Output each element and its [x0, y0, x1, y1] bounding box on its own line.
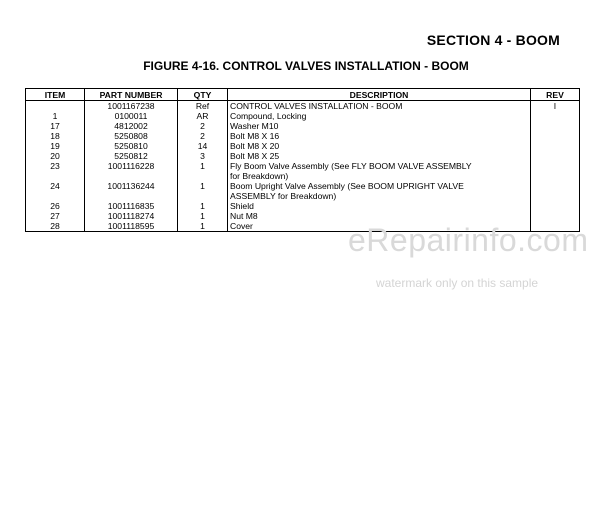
cell-item: 27	[26, 211, 85, 221]
description-line-2: ASSEMBLY for Breakdown)	[230, 191, 337, 201]
table-row	[26, 211, 580, 221]
cell-description	[228, 161, 531, 181]
cell-description: Bolt M8 X 20	[228, 141, 531, 151]
cell-part-number: 5250812	[85, 151, 178, 161]
table-row	[26, 131, 580, 141]
cell-item: 24	[26, 181, 85, 201]
table-header-row	[26, 89, 580, 101]
cell-item: 20	[26, 151, 85, 161]
table-row	[26, 151, 580, 161]
cell-description: Bolt M8 X 16	[228, 131, 531, 141]
description-line-1: Fly Boom Valve Assembly (See FLY BOOM VALVE ASSEMBLY	[230, 161, 472, 171]
cell-description: Nut M8	[228, 211, 531, 221]
parts-table	[25, 88, 580, 232]
cell-rev	[531, 181, 580, 201]
cell-description: Compound, Locking	[228, 111, 531, 121]
cell-part-number: 1001136244	[85, 181, 178, 201]
cell-qty: 1	[178, 161, 228, 181]
cell-rev	[531, 121, 580, 131]
watermark-note: watermark only on this sample	[376, 276, 539, 290]
cell-item: 26	[26, 201, 85, 211]
cell-description: CONTROL VALVES INSTALLATION - BOOM	[228, 101, 531, 112]
cell-qty: 14	[178, 141, 228, 151]
cell-rev	[531, 201, 580, 211]
table-row	[26, 181, 580, 201]
cell-rev	[531, 131, 580, 141]
column-header-description: DESCRIPTION	[228, 89, 531, 101]
table-row	[26, 121, 580, 131]
cell-item: 1	[26, 111, 85, 121]
cell-item	[26, 101, 85, 112]
cell-qty: 1	[178, 221, 228, 232]
cell-qty: 2	[178, 131, 228, 141]
cell-qty: 1	[178, 201, 228, 211]
cell-part-number: 5250808	[85, 131, 178, 141]
cell-part-number: 1001116228	[85, 161, 178, 181]
watermark-brand: eRepairinfo.com	[348, 222, 589, 258]
cell-rev	[531, 211, 580, 221]
cell-qty: 2	[178, 121, 228, 131]
section-title: SECTION 4 - BOOM	[426, 32, 560, 48]
description-line-2: for Breakdown)	[230, 171, 289, 181]
cell-part-number: 5250810	[85, 141, 178, 151]
cell-part-number: 0100011	[85, 111, 178, 121]
table-row	[26, 141, 580, 151]
cell-rev	[531, 151, 580, 161]
cell-qty: Ref	[178, 101, 228, 112]
cell-item: 17	[26, 121, 85, 131]
column-header-item: ITEM	[26, 89, 85, 101]
cell-item: 28	[26, 221, 85, 232]
cell-part-number: 1001116835	[85, 201, 178, 211]
cell-part-number: 1001167238	[85, 101, 178, 112]
cell-description: Washer M10	[228, 121, 531, 131]
cell-rev: I	[531, 101, 580, 112]
cell-rev	[531, 141, 580, 151]
cell-item: 18	[26, 131, 85, 141]
column-header-qty: QTY	[178, 89, 228, 101]
cell-description: Shield	[228, 201, 531, 211]
column-header-rev: REV	[531, 89, 580, 101]
cell-part-number: 4812002	[85, 121, 178, 131]
column-header-part-number: PART NUMBER	[85, 89, 178, 101]
cell-rev	[531, 111, 580, 121]
table-row	[26, 161, 580, 181]
cell-part-number: 1001118274	[85, 211, 178, 221]
cell-rev	[531, 161, 580, 181]
cell-description: Bolt M8 X 25	[228, 151, 531, 161]
cell-part-number: 1001118595	[85, 221, 178, 232]
cell-qty: 3	[178, 151, 228, 161]
figure-title: FIGURE 4-16. CONTROL VALVES INSTALLATION - BOOM	[143, 59, 469, 73]
cell-qty: AR	[178, 111, 228, 121]
table-row	[26, 101, 580, 112]
cell-item: 19	[26, 141, 85, 151]
table-row	[26, 111, 580, 121]
cell-item: 23	[26, 161, 85, 181]
cell-description	[228, 181, 531, 201]
description-line-1: Boom Upright Valve Assembly (See BOOM UPRIGHT VALVE	[230, 181, 464, 191]
cell-qty: 1	[178, 181, 228, 201]
cell-qty: 1	[178, 211, 228, 221]
cell-description: Cover	[228, 221, 531, 232]
table-row	[26, 201, 580, 211]
